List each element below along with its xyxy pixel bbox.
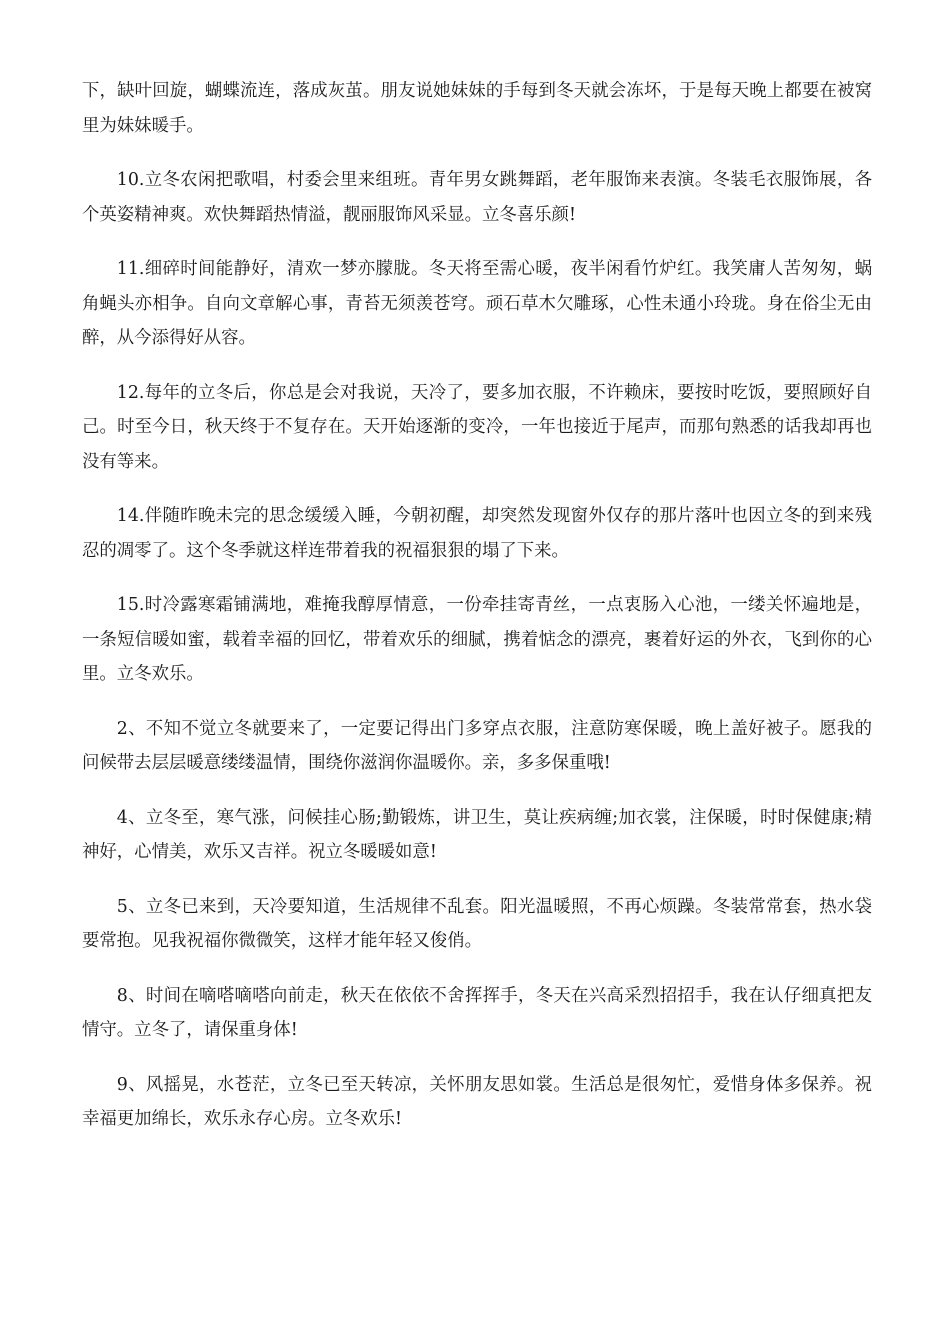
paragraph-15: 15.时冷露寒霜铺满地，难掩我醇厚情意，一份牵挂寄青丝，一点衷肠入心池，一缕关怀遍地是，一条短信暖如蜜，载着幸福的回忆，带着欢乐的细腻，携着惦念的漂亮，裹着好运的外衣，飞到你的心里。立冬欢乐。 — [82, 595, 872, 684]
paragraph-continued: 下，缺叶回旋，蝴蝶流连，落成灰茧。朋友说她妹妹的手每到冬天就会冻坏，于是每天晚上都要在被窝里为妹妹暖手。 — [82, 81, 872, 136]
paragraph-14: 14.伴随昨晚未完的思念缓缓入睡，今朝初醒，却突然发现窗外仅存的那片落叶也因立冬的到来残忍的凋零了。这个冬季就这样连带着我的祝福狠狠的塌了下来。 — [82, 506, 872, 561]
paragraph-11: 11.细碎时间能静好，清欢一梦亦朦胧。冬天将至需心暖，夜半闲看竹炉红。我笑庸人苦匆匆，蜗角蝇头亦相争。自向文章解心事，青苔无须羡苍穹。顽石草木欠雕琢，心性未通小玲珑。身在俗尘无由醉，从今添得好从容。 — [82, 259, 872, 348]
paragraph-8: 8、时间在嘀嗒嘀嗒向前走，秋天在依依不舍挥挥手，冬天在兴高采烈招招手，我在认仔细真把友情守。立冬了，请保重身体! — [82, 985, 872, 1040]
paragraph-12: 12.每年的立冬后，你总是会对我说，天冷了，要多加衣服，不许赖床，要按时吃饭，要照顾好自己。时至今日，秋天终于不复存在。天开始逐渐的变冷，一年也接近于尾声，而那句熟悉的话我却再也没有等来。 — [82, 382, 872, 472]
paragraph-10: 10.立冬农闲把歌唱，村委会里来组班。青年男女跳舞蹈，老年服饰来表演。冬装毛衣服饰展，各个英姿精神爽。欢快舞蹈热情溢，靓丽服饰风采显。立冬喜乐颜! — [82, 170, 872, 225]
paragraph-9: 9、风摇晃，水苍茫，立冬已至天转凉，关怀朋友思如裳。生活总是很匆忙，爱惜身体多保养。祝幸福更加绵长，欢乐永存心房。立冬欢乐! — [82, 1074, 872, 1129]
document-body — [82, 74, 872, 1157]
paragraph-5: 5、立冬已来到，天冷要知道，生活规律不乱套。阳光温暖照，不再心烦躁。冬装常常套，热水袋要常抱。见我祝福你微微笑，这样才能年轻又俊俏。 — [82, 896, 872, 951]
paragraph-4: 4、立冬至，寒气涨，问候挂心肠;勤锻炼，讲卫生，莫让疾病缠;加衣裳，注保暖，时时保健康;精神好，心情美，欢乐又吉祥。祝立冬暖暖如意! — [82, 807, 872, 862]
paragraph-2: 2、不知不觉立冬就要来了，一定要记得出门多穿点衣服，注意防寒保暖，晚上盖好被子。愿我的问候带去层层暖意缕缕温情，围绕你滋润你温暖你。亲，多多保重哦! — [82, 718, 872, 773]
